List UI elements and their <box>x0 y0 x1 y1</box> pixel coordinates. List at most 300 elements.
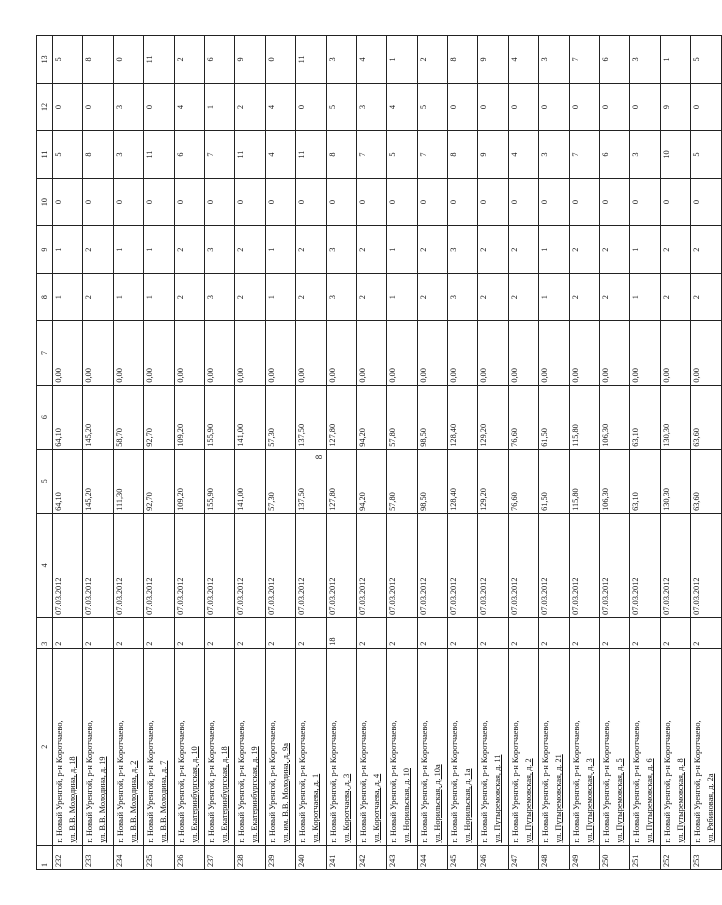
row-number: 235 <box>144 845 174 869</box>
col-9-cell: 1 <box>53 226 83 274</box>
col-9-cell: 2 <box>660 226 690 274</box>
col-6-cell: 61,50 <box>539 385 569 449</box>
table-header <box>37 36 53 870</box>
col-7-cell: 0,00 <box>660 321 690 385</box>
col-13-cell: 2 <box>174 36 204 84</box>
table-row <box>448 36 478 870</box>
address-line-2: ул. Путыремовская, д. 11 <box>493 754 503 843</box>
col-7-cell: 0,00 <box>387 321 417 385</box>
col-6-cell: 64,10 <box>53 385 83 449</box>
col-10-cell: 0 <box>204 178 234 226</box>
col-10-cell: 0 <box>356 178 386 226</box>
col-6-cell: 106,30 <box>600 385 630 449</box>
col-11-cell: 9 <box>478 131 508 179</box>
col-13-cell: 3 <box>630 36 660 84</box>
page-number: 8 <box>314 454 324 460</box>
address-line-1: г. Новый Уренгой, р-н Коротчаево, <box>602 720 612 843</box>
address-cell <box>660 648 690 845</box>
col-6-cell: 58,70 <box>113 385 143 449</box>
col-3-cell: 2 <box>296 617 326 648</box>
date-cell: 07.03.2012 <box>508 513 538 617</box>
col-9-cell: 2 <box>569 226 599 274</box>
col-10-cell: 0 <box>235 178 265 226</box>
col-8-cell: 3 <box>204 273 234 321</box>
col-8-cell: 2 <box>569 273 599 321</box>
column-header-13: 13 <box>37 36 53 84</box>
col-5-cell: 61,50 <box>539 449 569 513</box>
address-line-1: г. Новый Уренгой, р-н Коротчаево, <box>632 720 642 843</box>
table-row <box>144 36 174 870</box>
col-5-cell: 76,60 <box>508 449 538 513</box>
date-cell: 07.03.2012 <box>174 513 204 617</box>
col-9-cell: 2 <box>296 226 326 274</box>
col-8-cell: 2 <box>660 273 690 321</box>
col-11-cell: 11 <box>144 131 174 179</box>
col-12-cell: 1 <box>204 83 234 131</box>
col-5-cell: 155,90 <box>204 449 234 513</box>
address-line-1: г. Новый Уренгой, р-н Коротчаево, <box>358 720 368 843</box>
col-8-cell: 2 <box>508 273 538 321</box>
row-number: 236 <box>174 845 204 869</box>
col-6-cell: 137,50 <box>296 385 326 449</box>
col-11-cell: 3 <box>630 131 660 179</box>
col-7-cell: 0,00 <box>296 321 326 385</box>
col-9-cell: 2 <box>356 226 386 274</box>
col-11-cell: 5 <box>691 131 721 179</box>
col-10-cell: 0 <box>83 178 113 226</box>
address-cell <box>478 648 508 845</box>
col-8-cell: 2 <box>691 273 721 321</box>
col-11-cell: 4 <box>265 131 295 179</box>
column-header-12: 12 <box>37 83 53 131</box>
address-line-1: г. Новый Уренгой, р-н Коротчаево, <box>328 720 338 843</box>
col-9-cell: 3 <box>448 226 478 274</box>
row-number: 253 <box>691 845 721 869</box>
address-line-2: ул. Екатеринбургская, д. 18 <box>219 746 229 843</box>
table-row <box>326 36 356 870</box>
row-number: 251 <box>630 845 660 869</box>
date-cell: 07.03.2012 <box>630 513 660 617</box>
address-line-1: г. Новый Уренгой, р-н Коротчаево, <box>571 720 581 843</box>
col-5-cell: 64,10 <box>53 449 83 513</box>
table-row <box>660 36 690 870</box>
col-7-cell: 0,00 <box>53 321 83 385</box>
table-row <box>113 36 143 870</box>
col-12-cell: 3 <box>113 83 143 131</box>
address-line-2: ул. Норильская, д. 1а <box>463 768 473 843</box>
date-cell: 07.03.2012 <box>478 513 508 617</box>
col-8-cell: 2 <box>174 273 204 321</box>
address-line-2: ул. Путыремовская, д. 2 <box>523 758 533 843</box>
col-6-cell: 63,10 <box>630 385 660 449</box>
address-cell <box>83 648 113 845</box>
col-3-cell: 2 <box>83 617 113 648</box>
col-13-cell: 6 <box>600 36 630 84</box>
col-12-cell: 0 <box>539 83 569 131</box>
date-cell: 07.03.2012 <box>235 513 265 617</box>
row-number: 242 <box>356 845 386 869</box>
col-7-cell: 0,00 <box>539 321 569 385</box>
address-line-2: ул. Коротчаева, д. 3 <box>341 773 351 843</box>
col-10-cell: 0 <box>387 178 417 226</box>
col-7-cell: 0,00 <box>508 321 538 385</box>
col-8-cell: 1 <box>144 273 174 321</box>
date-cell: 07.03.2012 <box>113 513 143 617</box>
col-10-cell: 0 <box>478 178 508 226</box>
col-11-cell: 5 <box>387 131 417 179</box>
col-8-cell: 2 <box>296 273 326 321</box>
col-12-cell: 0 <box>600 83 630 131</box>
col-9-cell: 2 <box>235 226 265 274</box>
column-header-10: 10 <box>37 178 53 226</box>
row-number: 237 <box>204 845 234 869</box>
col-9-cell: 1 <box>113 226 143 274</box>
col-12-cell: 0 <box>691 83 721 131</box>
col-6-cell: 141,00 <box>235 385 265 449</box>
col-3-cell: 2 <box>630 617 660 648</box>
table-row <box>53 36 83 870</box>
col-3-cell: 18 <box>326 617 356 648</box>
col-10-cell: 0 <box>691 178 721 226</box>
col-7-cell: 0,00 <box>448 321 478 385</box>
address-line-2: ул. В.В. Молодина, д. 19 <box>98 756 108 843</box>
col-8-cell: 1 <box>113 273 143 321</box>
col-13-cell: 1 <box>660 36 690 84</box>
col-6-cell: 128,40 <box>448 385 478 449</box>
col-5-cell: 94,20 <box>356 449 386 513</box>
date-cell: 07.03.2012 <box>53 513 83 617</box>
col-12-cell: 4 <box>387 83 417 131</box>
col-9-cell: 2 <box>508 226 538 274</box>
col-6-cell: 155,90 <box>204 385 234 449</box>
address-line-1: г. Новый Уренгой, р-н Коротчаево, <box>389 720 399 843</box>
address-cell <box>144 648 174 845</box>
column-header-1: 1 <box>37 845 53 869</box>
column-header-9: 9 <box>37 226 53 274</box>
address-cell <box>296 648 326 845</box>
address-cell <box>174 648 204 845</box>
col-10-cell: 0 <box>296 178 326 226</box>
col-6-cell: 57,80 <box>387 385 417 449</box>
address-line-2: ул. Екатеринбургская, д. 19 <box>250 746 260 843</box>
col-10-cell: 0 <box>660 178 690 226</box>
col-8-cell: 3 <box>326 273 356 321</box>
address-line-1: г. Новый Уренгой, р-н Коротчаево, <box>206 720 216 843</box>
table-row <box>630 36 660 870</box>
col-10-cell: 0 <box>174 178 204 226</box>
address-line-1: г. Новый Уренгой, р-н Коротчаево, <box>146 720 156 843</box>
column-header-8: 8 <box>37 273 53 321</box>
col-5-cell: 106,30 <box>600 449 630 513</box>
col-13-cell: 5 <box>691 36 721 84</box>
address-line-1: г. Новый Уренгой, р-н Коротчаево, <box>298 720 308 843</box>
address-line-2: ул. Коротчаева, д. 1 <box>311 773 321 843</box>
address-line-2: ул. Путыремовская, д. 5 <box>615 758 625 843</box>
address-line-2: ул. В.В. Молодина, д. 2 <box>128 760 138 843</box>
col-5-cell: 63,60 <box>691 449 721 513</box>
col-12-cell: 4 <box>174 83 204 131</box>
col-3-cell: 2 <box>204 617 234 648</box>
address-cell <box>539 648 569 845</box>
col-3-cell: 2 <box>448 617 478 648</box>
date-cell: 07.03.2012 <box>539 513 569 617</box>
rotated-table-sheet <box>36 35 716 870</box>
col-3-cell: 2 <box>235 617 265 648</box>
column-header-11: 11 <box>37 131 53 179</box>
address-line-1: г. Новый Уренгой, р-н Коротчаево, <box>176 720 186 843</box>
col-10-cell: 0 <box>113 178 143 226</box>
col-8-cell: 1 <box>539 273 569 321</box>
date-cell: 07.03.2012 <box>204 513 234 617</box>
col-13-cell: 9 <box>478 36 508 84</box>
col-9-cell: 1 <box>144 226 174 274</box>
col-6-cell: 57,30 <box>265 385 295 449</box>
table-row <box>356 36 386 870</box>
col-7-cell: 0,00 <box>174 321 204 385</box>
row-number: 250 <box>600 845 630 869</box>
col-10-cell: 0 <box>265 178 295 226</box>
address-cell <box>356 648 386 845</box>
row-number: 240 <box>296 845 326 869</box>
row-number: 238 <box>235 845 265 869</box>
address-line-2: ул. Рябиновая, д. 2а <box>706 773 716 843</box>
col-9-cell: 1 <box>630 226 660 274</box>
col-12-cell: 2 <box>235 83 265 131</box>
col-9-cell: 1 <box>387 226 417 274</box>
col-12-cell: 0 <box>569 83 599 131</box>
address-line-2: ул. В.В. Молодина, д. 7 <box>159 760 169 843</box>
col-7-cell: 0,00 <box>144 321 174 385</box>
table-row <box>296 36 326 870</box>
col-6-cell: 130,30 <box>660 385 690 449</box>
col-3-cell: 2 <box>569 617 599 648</box>
col-10-cell: 0 <box>144 178 174 226</box>
col-3-cell: 2 <box>144 617 174 648</box>
date-cell: 07.03.2012 <box>356 513 386 617</box>
col-8-cell: 2 <box>478 273 508 321</box>
col-10-cell: 0 <box>508 178 538 226</box>
col-3-cell: 2 <box>691 617 721 648</box>
row-number: 234 <box>113 845 143 869</box>
date-cell: 07.03.2012 <box>600 513 630 617</box>
col-3-cell: 2 <box>387 617 417 648</box>
col-10-cell: 0 <box>326 178 356 226</box>
col-9-cell: 3 <box>326 226 356 274</box>
col-6-cell: 109,20 <box>174 385 204 449</box>
col-9-cell: 2 <box>83 226 113 274</box>
col-3-cell: 2 <box>478 617 508 648</box>
col-13-cell: 11 <box>144 36 174 84</box>
col-3-cell: 2 <box>265 617 295 648</box>
col-7-cell: 0,00 <box>326 321 356 385</box>
col-3-cell: 2 <box>356 617 386 648</box>
date-cell: 07.03.2012 <box>296 513 326 617</box>
date-cell: 07.03.2012 <box>387 513 417 617</box>
col-6-cell: 98,50 <box>417 385 447 449</box>
address-line-1: г. Новый Уренгой, р-н Коротчаево, <box>510 720 520 843</box>
col-11-cell: 8 <box>326 131 356 179</box>
address-cell <box>508 648 538 845</box>
col-5-cell: 57,80 <box>387 449 417 513</box>
address-line-2: ул. Коротчаева, д. 4 <box>371 773 381 843</box>
col-7-cell: 0,00 <box>691 321 721 385</box>
address-cell <box>691 648 721 845</box>
col-10-cell: 0 <box>600 178 630 226</box>
col-13-cell: 1 <box>387 36 417 84</box>
row-number: 249 <box>569 845 599 869</box>
col-11-cell: 7 <box>204 131 234 179</box>
table-row <box>508 36 538 870</box>
address-cell <box>235 648 265 845</box>
address-line-1: г. Новый Уренгой, р-н Коротчаево, <box>662 720 672 843</box>
col-7-cell: 0,00 <box>630 321 660 385</box>
col-13-cell: 0 <box>265 36 295 84</box>
col-13-cell: 5 <box>53 36 83 84</box>
address-line-2: ул. В.В. Молодина, д. 18 <box>68 756 77 843</box>
col-6-cell: 127,80 <box>326 385 356 449</box>
col-12-cell: 0 <box>83 83 113 131</box>
col-8-cell: 2 <box>356 273 386 321</box>
table-row <box>539 36 569 870</box>
col-11-cell: 11 <box>296 131 326 179</box>
date-cell: 07.03.2012 <box>448 513 478 617</box>
col-3-cell: 2 <box>174 617 204 648</box>
col-8-cell: 2 <box>83 273 113 321</box>
column-header-3: 3 <box>37 617 53 648</box>
col-7-cell: 0,00 <box>265 321 295 385</box>
address-line-2: ул. Путыремовская, д. 21 <box>554 754 564 843</box>
col-9-cell: 2 <box>417 226 447 274</box>
col-9-cell: 2 <box>478 226 508 274</box>
col-11-cell: 6 <box>600 131 630 179</box>
date-cell: 07.03.2012 <box>660 513 690 617</box>
address-cell <box>417 648 447 845</box>
column-header-6: 6 <box>37 385 53 449</box>
table-body <box>53 36 722 870</box>
row-number: 247 <box>508 845 538 869</box>
col-12-cell: 4 <box>265 83 295 131</box>
table-row <box>204 36 234 870</box>
column-header-4: 4 <box>37 513 53 617</box>
col-13-cell: 2 <box>417 36 447 84</box>
col-5-cell: 98,50 <box>417 449 447 513</box>
col-11-cell: 6 <box>174 131 204 179</box>
row-number: 241 <box>326 845 356 869</box>
col-12-cell: 5 <box>326 83 356 131</box>
table-row <box>600 36 630 870</box>
col-12-cell: 5 <box>417 83 447 131</box>
date-cell: 07.03.2012 <box>569 513 599 617</box>
row-number: 244 <box>417 845 447 869</box>
row-number: 243 <box>387 845 417 869</box>
col-9-cell: 1 <box>539 226 569 274</box>
address-line-1: г. Новый Уренгой, р-н Коротчаево, <box>480 720 490 843</box>
col-10-cell: 0 <box>630 178 660 226</box>
col-9-cell: 2 <box>174 226 204 274</box>
col-7-cell: 0,00 <box>204 321 234 385</box>
address-line-1: г. Новый Уренгой, р-н Коротчаево, <box>115 720 125 843</box>
address-line-2: ул. им. В.В. Молодина, д. 9а <box>280 743 290 843</box>
address-cell <box>113 648 143 845</box>
table-row <box>235 36 265 870</box>
column-header-5: 5 <box>37 449 53 513</box>
col-5-cell: 127,80 <box>326 449 356 513</box>
col-3-cell: 2 <box>53 617 83 648</box>
address-cell <box>600 648 630 845</box>
col-3-cell: 2 <box>508 617 538 648</box>
address-line-1: г. Новый Уренгой, р-н Коротчаево, <box>267 720 277 843</box>
col-9-cell: 3 <box>204 226 234 274</box>
col-5-cell: 111,30 <box>113 449 143 513</box>
col-13-cell: 3 <box>539 36 569 84</box>
address-line-1: г. Новый Уренгой, р-н Коротчаево, <box>693 720 703 843</box>
col-9-cell: 2 <box>600 226 630 274</box>
col-11-cell: 7 <box>569 131 599 179</box>
date-cell: 07.03.2012 <box>326 513 356 617</box>
date-cell: 07.03.2012 <box>144 513 174 617</box>
row-number: 248 <box>539 845 569 869</box>
col-11-cell: 4 <box>508 131 538 179</box>
col-13-cell: 9 <box>235 36 265 84</box>
col-3-cell: 2 <box>417 617 447 648</box>
col-5-cell: 57,30 <box>265 449 295 513</box>
col-7-cell: 0,00 <box>569 321 599 385</box>
col-13-cell: 8 <box>448 36 478 84</box>
col-5-cell: 63,10 <box>630 449 660 513</box>
address-line-1: г. Новый Уренгой, р-н Коротчаево, <box>450 720 460 843</box>
col-8-cell: 2 <box>417 273 447 321</box>
col-12-cell: 3 <box>356 83 386 131</box>
col-8-cell: 1 <box>53 273 83 321</box>
col-13-cell: 0 <box>113 36 143 84</box>
col-13-cell: 6 <box>204 36 234 84</box>
row-number: 246 <box>478 845 508 869</box>
col-11-cell: 3 <box>113 131 143 179</box>
col-12-cell: 0 <box>448 83 478 131</box>
table-row <box>569 36 599 870</box>
col-12-cell: 0 <box>478 83 508 131</box>
date-cell: 07.03.2012 <box>691 513 721 617</box>
col-3-cell: 2 <box>113 617 143 648</box>
col-5-cell: 145,20 <box>83 449 113 513</box>
address-line-1: г. Новый Уренгой, р-н Коротчаево, <box>541 720 551 843</box>
col-8-cell: 1 <box>387 273 417 321</box>
col-6-cell: 94,20 <box>356 385 386 449</box>
col-7-cell: 0,00 <box>113 321 143 385</box>
address-line-1: г. Новый Уренгой, р-н Коротчаево, <box>237 720 247 843</box>
address-line-2: ул. Норильская, д. 10 <box>402 768 412 843</box>
col-13-cell: 11 <box>296 36 326 84</box>
col-6-cell: 129,20 <box>478 385 508 449</box>
address-cell <box>630 648 660 845</box>
address-line-1: г. Новый Уренгой, р-н Коротчаево, <box>85 720 95 843</box>
col-3-cell: 2 <box>539 617 569 648</box>
col-6-cell: 115,80 <box>569 385 599 449</box>
col-11-cell: 3 <box>539 131 569 179</box>
col-12-cell: 0 <box>53 83 83 131</box>
address-cell <box>569 648 599 845</box>
table-row <box>265 36 295 870</box>
col-12-cell: 0 <box>144 83 174 131</box>
col-8-cell: 2 <box>600 273 630 321</box>
col-5-cell: 130,30 <box>660 449 690 513</box>
table-row <box>691 36 721 870</box>
date-cell: 07.03.2012 <box>265 513 295 617</box>
col-13-cell: 4 <box>356 36 386 84</box>
address-line-2: ул. Норильская, д. 10а <box>432 764 442 843</box>
col-10-cell: 0 <box>417 178 447 226</box>
row-number: 232 <box>53 845 83 869</box>
